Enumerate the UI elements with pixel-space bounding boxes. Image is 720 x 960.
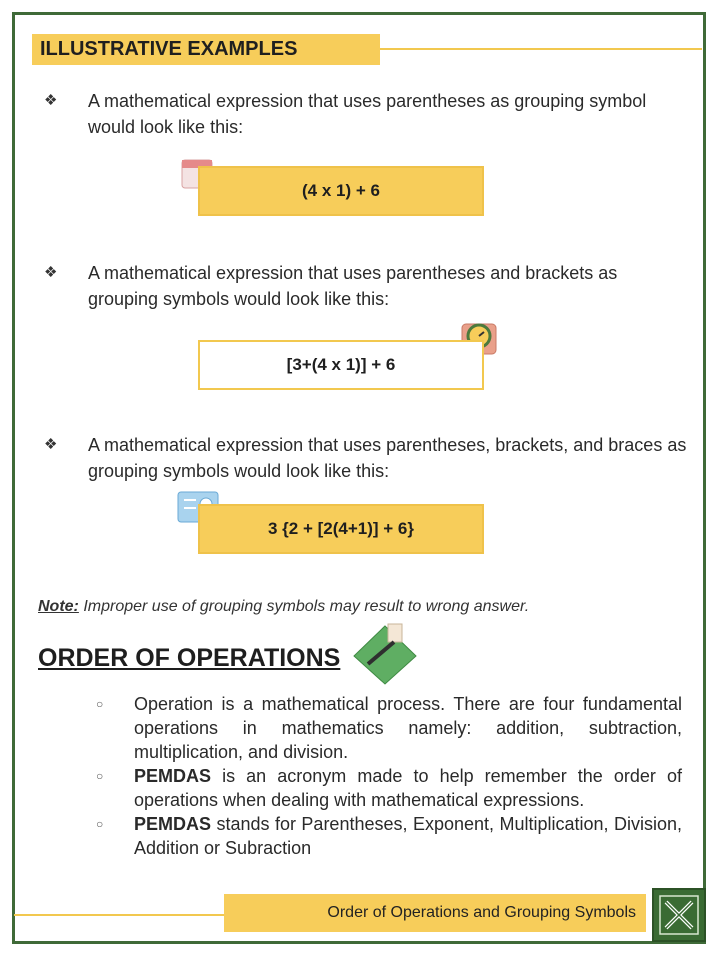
example-text: A mathematical expression that uses parentheses, brackets, and braces as grouping symbols would look like this: [88, 435, 687, 481]
note-label: Note: [38, 598, 79, 615]
note [38, 598, 529, 616]
order-of-operations-title: ORDER OF OPERATIONS [38, 644, 341, 672]
note-text: Improper use of grouping symbols may result to wrong answer. [78, 598, 530, 615]
item-text: is an acronym made to help remember the order of operations when dealing with mathematical expressions. [134, 766, 682, 810]
diamond-bullet-icon: ❖ [44, 92, 58, 109]
expression-box: (4 x 1) + 6 [198, 166, 484, 216]
item-bold: PEMDAS [134, 766, 212, 786]
tools-logo-icon [652, 888, 706, 942]
diamond-bullet-icon: ❖ [44, 436, 58, 453]
section-header: ILLUSTRATIVE EXAMPLES [32, 34, 380, 65]
header-rule [380, 48, 702, 50]
diamond-bullet-icon: ❖ [44, 264, 58, 281]
example-text: A mathematical expression that uses parentheses and brackets as grouping symbols would look like this: [88, 263, 618, 309]
circle-bullet-icon: ○ [96, 697, 104, 711]
expression-box: 3 {2 + [2(4+1)] + 6} [198, 504, 484, 554]
item-bold: PEMDAS [134, 814, 212, 834]
footer-title: Order of Operations and Grouping Symbols [224, 894, 646, 932]
circle-bullet-icon: ○ [96, 817, 104, 831]
item-text: stands for Parentheses, Exponent, Multiplication, Division, Addition or Subraction [134, 814, 682, 858]
circle-bullet-icon: ○ [96, 769, 104, 783]
footer-rule [14, 914, 224, 916]
item-text: Operation is a mathematical process. There are four fundamental operations in mathematics namely: addition, subtraction, multiplication, and division. [134, 694, 682, 762]
expression-box: [3+(4 x 1)] + 6 [198, 340, 484, 390]
ruler-pencil-icon [350, 620, 420, 686]
example-text: A mathematical expression that uses parentheses as grouping symbol would look like this: [88, 91, 647, 137]
